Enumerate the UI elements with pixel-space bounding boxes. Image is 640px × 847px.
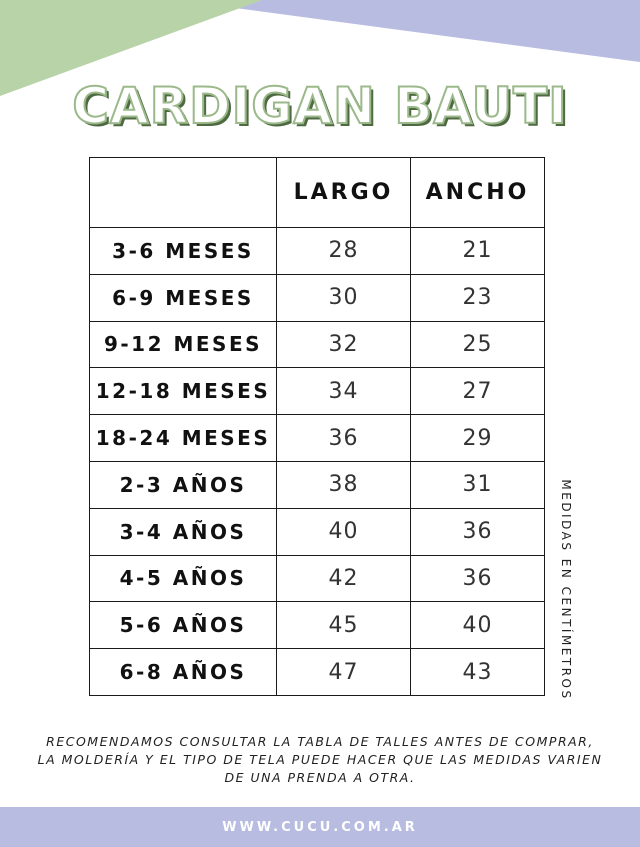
ancho-cell: 25: [411, 321, 545, 368]
header-cell-ancho: ANCHO: [411, 158, 545, 228]
recommendation-line: DE UNA PRENDA A OTRA.: [224, 770, 416, 785]
table-row: [90, 321, 545, 368]
page-title: CARDIGAN BAUTI: [72, 77, 568, 135]
size-cell: 3-4 AÑOS: [90, 508, 277, 555]
units-note: MEDIDAS EN CENTÍMETROS: [559, 479, 573, 701]
footer-url: WWW.CUCU.COM.AR: [222, 819, 418, 835]
table-row: [90, 461, 545, 508]
largo-cell: 40: [277, 508, 411, 555]
ancho-cell: 21: [411, 228, 545, 275]
size-cell: 4-5 AÑOS: [90, 555, 277, 602]
ancho-cell: 29: [411, 415, 545, 462]
footer-bar: [0, 807, 640, 847]
table-row: [90, 602, 545, 649]
size-cell: 5-6 AÑOS: [90, 602, 277, 649]
ancho-cell: 36: [411, 508, 545, 555]
table-row: [90, 649, 545, 696]
size-cell: 9-12 MESES: [90, 321, 277, 368]
table-row: [90, 415, 545, 462]
recommendation-line: LA MOLDERÍA Y EL TIPO DE TELA PUEDE HACER QUE LAS MEDIDAS VARIEN: [37, 752, 603, 767]
largo-cell: 45: [277, 602, 411, 649]
header-cell-empty: [90, 158, 277, 228]
ancho-cell: 36: [411, 555, 545, 602]
ancho-cell: 27: [411, 368, 545, 415]
size-cell: 18-24 MESES: [90, 415, 277, 462]
size-cell: 12-18 MESES: [90, 368, 277, 415]
size-cell: 3-6 MESES: [90, 228, 277, 275]
size-table: [89, 157, 545, 696]
table-row: [90, 508, 545, 555]
recommendation-note: [20, 733, 620, 787]
table-header-row: [90, 158, 545, 228]
largo-cell: 34: [277, 368, 411, 415]
header-cell-largo: LARGO: [277, 158, 411, 228]
largo-cell: 42: [277, 555, 411, 602]
size-cell: 2-3 AÑOS: [90, 461, 277, 508]
table-row: [90, 228, 545, 275]
ancho-cell: 43: [411, 649, 545, 696]
size-cell: 6-8 AÑOS: [90, 649, 277, 696]
ancho-cell: 40: [411, 602, 545, 649]
ancho-cell: 23: [411, 274, 545, 321]
largo-cell: 28: [277, 228, 411, 275]
largo-cell: 47: [277, 649, 411, 696]
table-row: [90, 555, 545, 602]
ancho-cell: 31: [411, 461, 545, 508]
size-cell: 6-9 MESES: [90, 274, 277, 321]
table-row: [90, 368, 545, 415]
recommendation-line: RECOMENDAMOS CONSULTAR LA TABLA DE TALLES ANTES DE COMPRAR,: [46, 734, 594, 749]
table-row: [90, 274, 545, 321]
largo-cell: 38: [277, 461, 411, 508]
largo-cell: 32: [277, 321, 411, 368]
largo-cell: 36: [277, 415, 411, 462]
lavender-band: [175, 0, 640, 62]
largo-cell: 30: [277, 274, 411, 321]
